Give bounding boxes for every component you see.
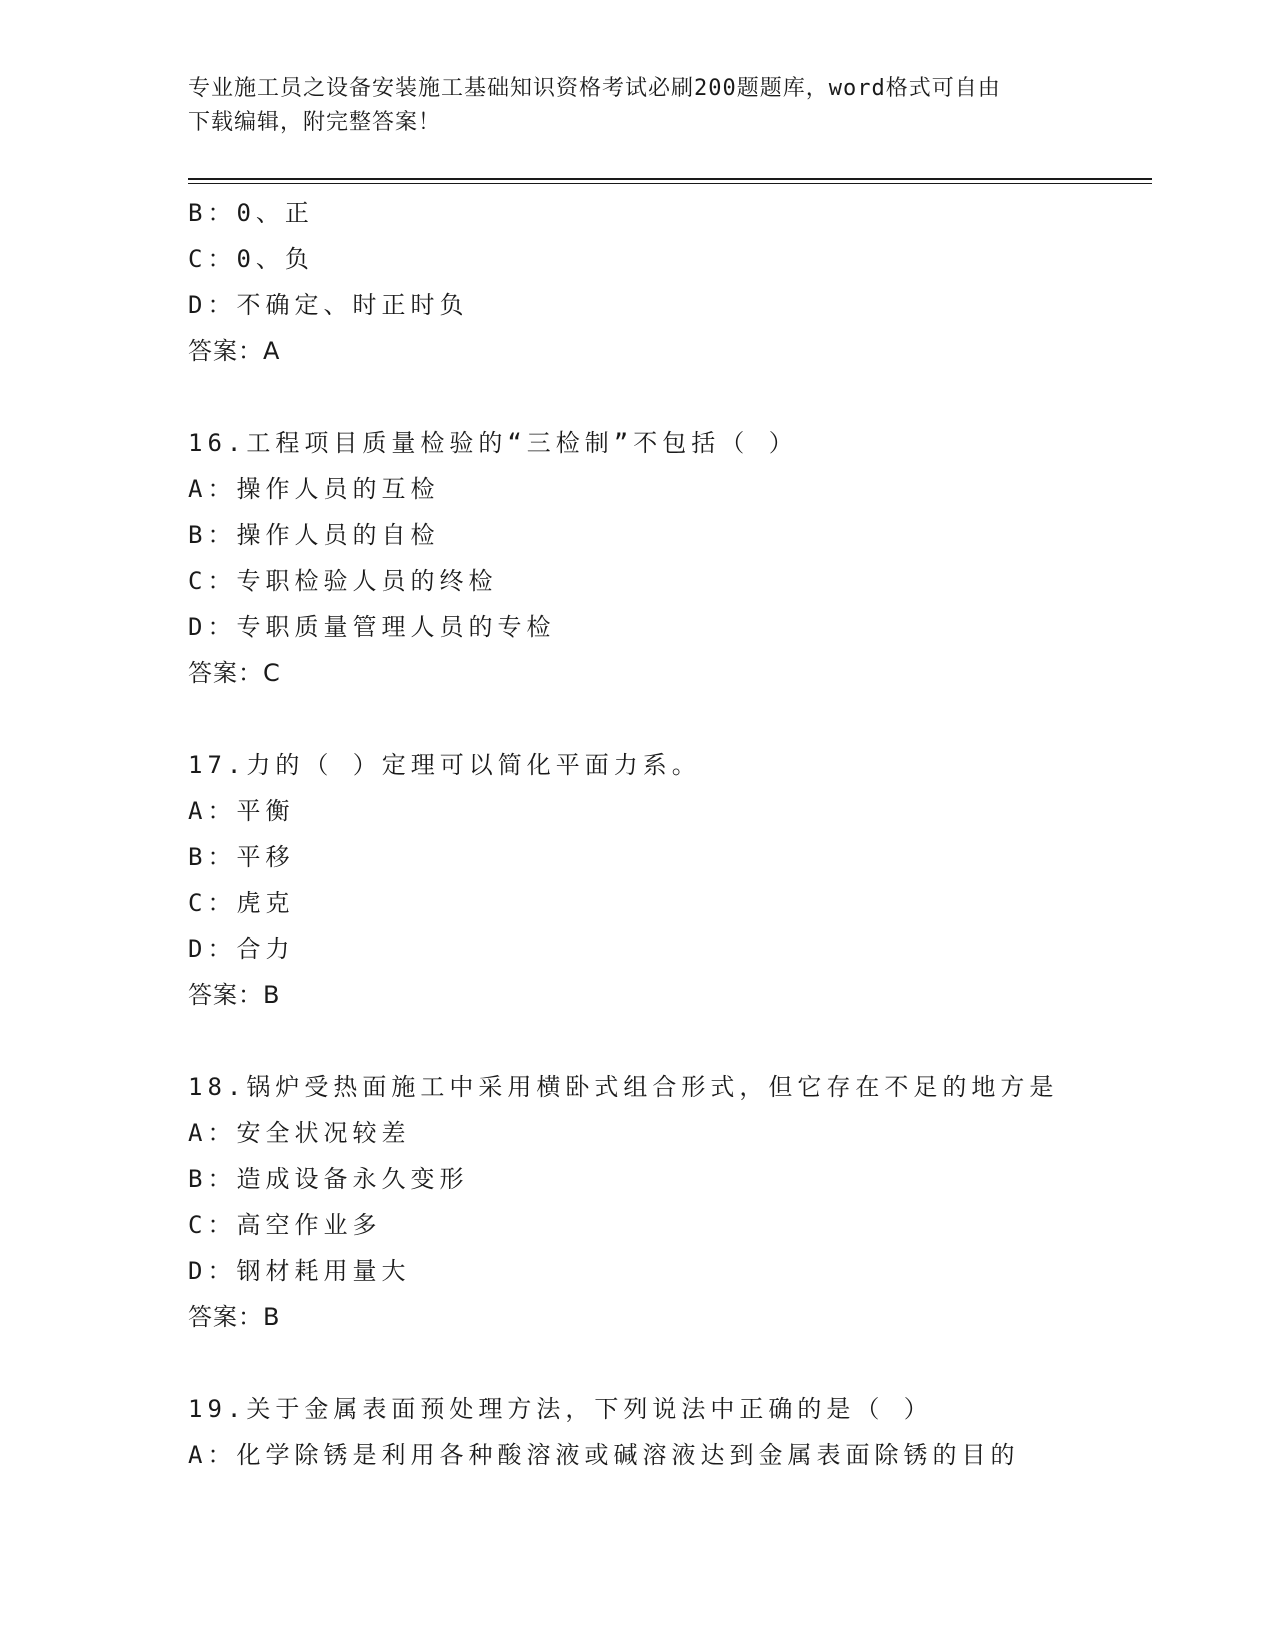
question-stem: 16.工程项目质量检验的“三检制”不包括（ ） — [188, 429, 798, 457]
answer: 答案：C — [188, 659, 281, 687]
header-rule-thick — [188, 178, 1152, 180]
option-d: D：不确定、时正时负 — [188, 291, 469, 319]
question-list — [188, 190, 1152, 1478]
answer: 答案：B — [188, 981, 281, 1009]
option-b: B：操作人员的自检 — [188, 521, 440, 549]
document-header — [188, 72, 1088, 140]
option-b: B：造成设备永久变形 — [188, 1165, 469, 1193]
answer: 答案：B — [188, 1303, 281, 1331]
question-17 — [188, 742, 1152, 1018]
option-d: D：专职质量管理人员的专检 — [188, 613, 556, 641]
answer: 答案：A — [188, 337, 281, 365]
header-line-1: 专业施工员之设备安装施工基础知识资格考试必刷200题题库，word格式可自由 — [188, 76, 1001, 101]
question-18 — [188, 1064, 1152, 1340]
option-a: A：化学除锈是利用各种酸溶液或碱溶液达到金属表面除锈的目的 — [188, 1441, 1020, 1469]
question-stem: 18.锅炉受热面施工中采用横卧式组合形式，但它存在不足的地方是 — [188, 1073, 1059, 1101]
question-stem: 17.力的（ ）定理可以简化平面力系。 — [188, 751, 701, 779]
option-a: A：平衡 — [188, 797, 295, 825]
question-19 — [188, 1386, 1152, 1478]
option-a: A：安全状况较差 — [188, 1119, 411, 1147]
option-c: C：0、负 — [188, 245, 314, 273]
option-b: B：平移 — [188, 843, 295, 871]
header-line-2: 下载编辑，附完整答案！ — [188, 110, 442, 135]
option-c: C：专职检验人员的终检 — [188, 567, 498, 595]
option-a: A：操作人员的互检 — [188, 475, 440, 503]
option-c: C：高空作业多 — [188, 1211, 382, 1239]
option-d: D：合力 — [188, 935, 295, 963]
question-16 — [188, 420, 1152, 696]
header-rule-thin — [188, 183, 1152, 184]
option-b: B：0、正 — [188, 199, 314, 227]
option-c: C：虎克 — [188, 889, 295, 917]
option-d: D：钢材耗用量大 — [188, 1257, 411, 1285]
question-stem: 19.关于金属表面预处理方法，下列说法中正确的是（ ） — [188, 1395, 933, 1423]
question-15-tail — [188, 190, 1152, 374]
